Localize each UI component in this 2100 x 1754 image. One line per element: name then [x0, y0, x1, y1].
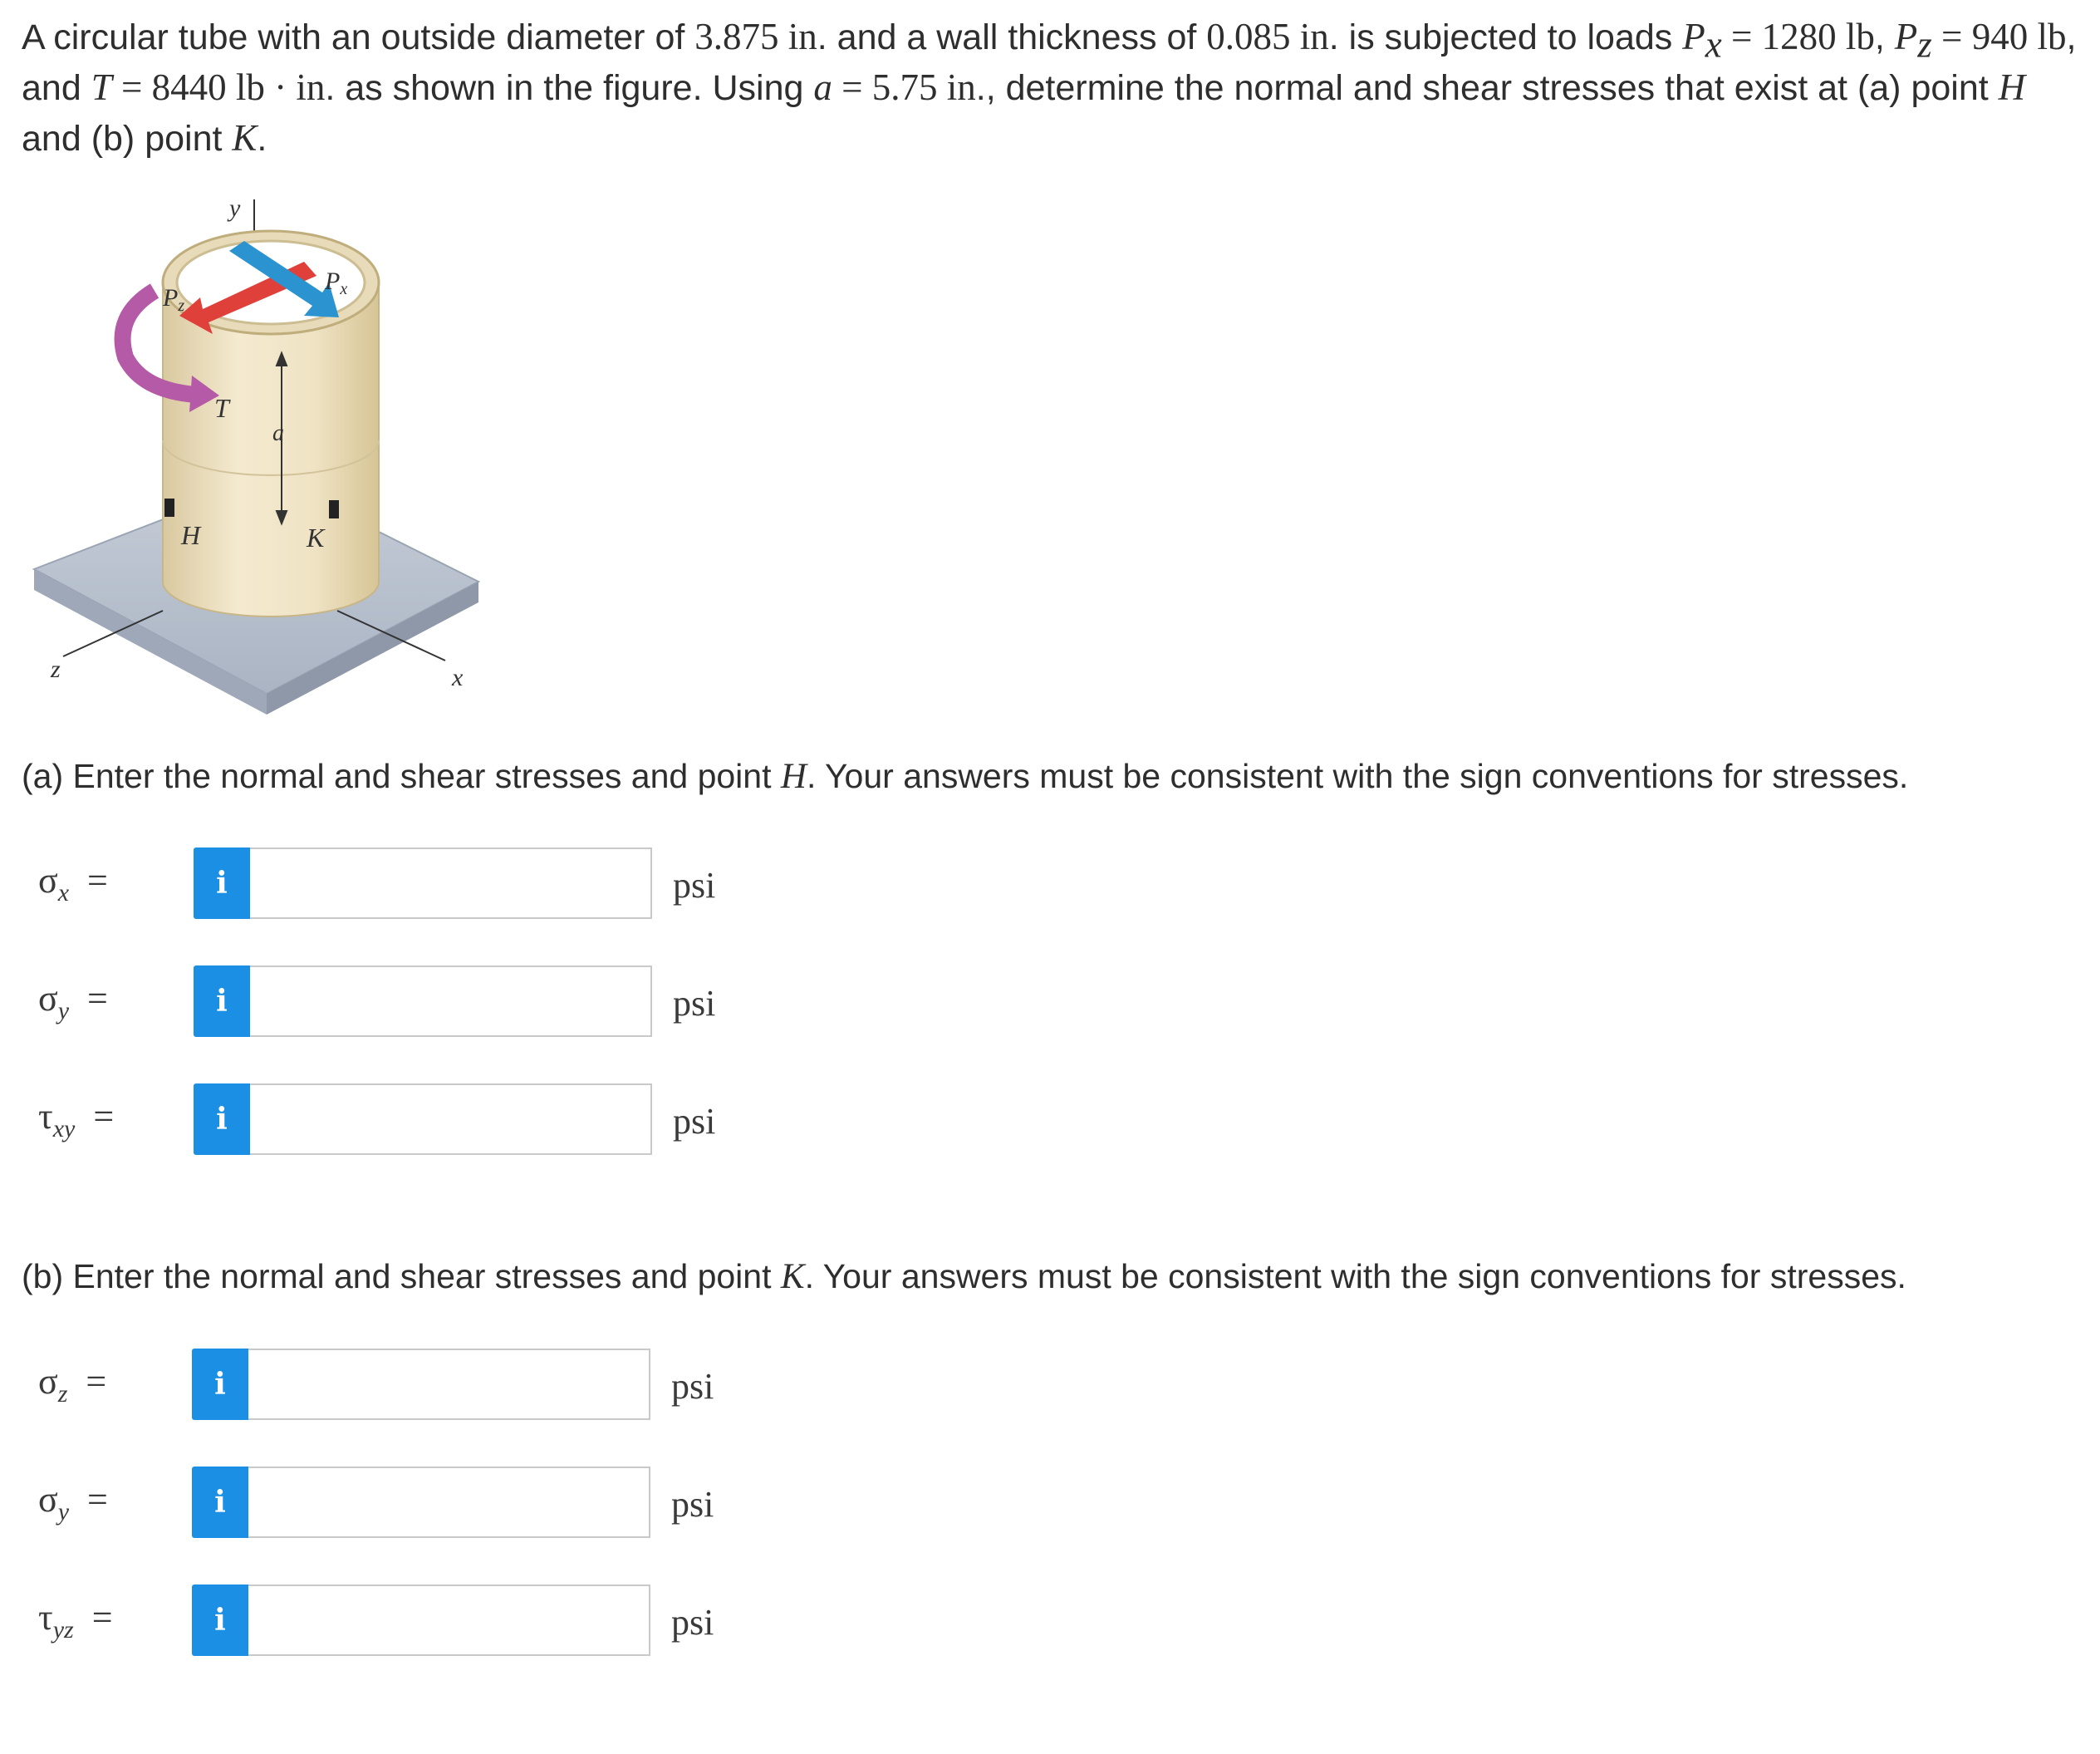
- sigma-x-h-input[interactable]: [250, 848, 652, 919]
- z-axis-label: z: [51, 656, 61, 683]
- torque-value: 8440 lb · in: [151, 66, 326, 108]
- variable-label: $\tau_{yz}$ =: [38, 1597, 113, 1643]
- equals-sign: =: [1931, 16, 1972, 57]
- unit-label: psi: [671, 1366, 714, 1407]
- problem-text: .: [257, 119, 267, 159]
- px-symbol: P: [1682, 16, 1705, 57]
- variable-label: $\sigma_z$ =: [38, 1361, 107, 1408]
- pz-subscript: z: [1917, 23, 1932, 66]
- point-k-symbol: K: [232, 117, 258, 159]
- tube-diagram: [30, 191, 495, 727]
- tau-yz-k-input[interactable]: [248, 1584, 650, 1656]
- unit-label: psi: [673, 1101, 716, 1142]
- point-h-marker: [164, 499, 174, 517]
- info-button[interactable]: i: [194, 848, 250, 919]
- info-button[interactable]: i: [192, 1584, 248, 1656]
- info-button[interactable]: i: [194, 965, 250, 1037]
- part-b-heading: (b) Enter the normal and shear stresses and point K. Your answers must be consistent with the sign conventions for stresses.: [22, 1257, 1906, 1296]
- problem-text: A circular tube with an outside diameter of: [22, 17, 695, 57]
- problem-text: ., determine the normal and shear stresses that exist at (a) point: [975, 68, 1999, 108]
- problem-text: , and: [22, 17, 2077, 108]
- a-label: a: [272, 420, 284, 446]
- variable-label: $\sigma_x$ =: [38, 860, 108, 906]
- sigma-z-k-input[interactable]: [248, 1349, 650, 1420]
- pz-label: $P_z$: [163, 284, 185, 315]
- problem-text: and (b) point: [22, 119, 233, 159]
- tau-xy-h-input[interactable]: [250, 1083, 652, 1155]
- point-h-label: H: [181, 520, 201, 550]
- equals-sign: =: [832, 66, 872, 108]
- pz-symbol: P: [1894, 16, 1918, 57]
- problem-text: ,: [1874, 17, 1895, 57]
- info-button[interactable]: i: [192, 1467, 248, 1538]
- equals-sign: =: [111, 66, 152, 108]
- unit-label: psi: [673, 983, 716, 1024]
- a-value: 5.75 in: [871, 66, 976, 108]
- unit-label: psi: [671, 1602, 714, 1643]
- variable-label: $\tau_{xy}$ =: [38, 1096, 115, 1142]
- torque-label: T: [214, 393, 229, 423]
- info-button[interactable]: i: [194, 1083, 250, 1155]
- problem-text: . as shown in the figure. Using: [325, 68, 814, 108]
- sigma-y-k-input[interactable]: [248, 1467, 650, 1538]
- px-subscript: x: [1705, 23, 1722, 66]
- px-value: 1280 lb: [1761, 16, 1875, 57]
- unit-label: psi: [673, 865, 716, 906]
- point-h-symbol: H: [1998, 66, 2026, 108]
- point-k-marker: [329, 500, 339, 518]
- part-a-heading: (a) Enter the normal and shear stresses and point H. Your answers must be consistent with the sign conventions for stresses.: [22, 757, 1909, 796]
- equals-sign: =: [1721, 16, 1762, 57]
- variable-label: $\sigma_y$ =: [38, 1479, 108, 1526]
- outside-diameter-value: 3.875 in: [694, 16, 817, 57]
- point-k-label: K: [307, 523, 325, 553]
- unit-label: psi: [671, 1484, 714, 1525]
- tube-figure: [30, 191, 495, 727]
- x-axis-label: x: [452, 664, 464, 691]
- variable-label: $\sigma_y$ =: [38, 978, 108, 1024]
- y-axis-label: y: [229, 194, 241, 222]
- torque-symbol: T: [91, 66, 112, 108]
- sigma-y-h-input[interactable]: [250, 965, 652, 1037]
- info-button[interactable]: i: [192, 1349, 248, 1420]
- a-symbol: a: [813, 66, 832, 108]
- problem-statement: [22, 12, 2082, 164]
- problem-text: . and a wall thickness of: [817, 17, 1207, 57]
- problem-text: . is subjected to loads: [1328, 17, 1683, 57]
- wall-thickness-value: 0.085 in: [1206, 16, 1329, 57]
- pz-value: 940 lb: [1971, 16, 2067, 57]
- px-label: $P_x$: [325, 268, 348, 298]
